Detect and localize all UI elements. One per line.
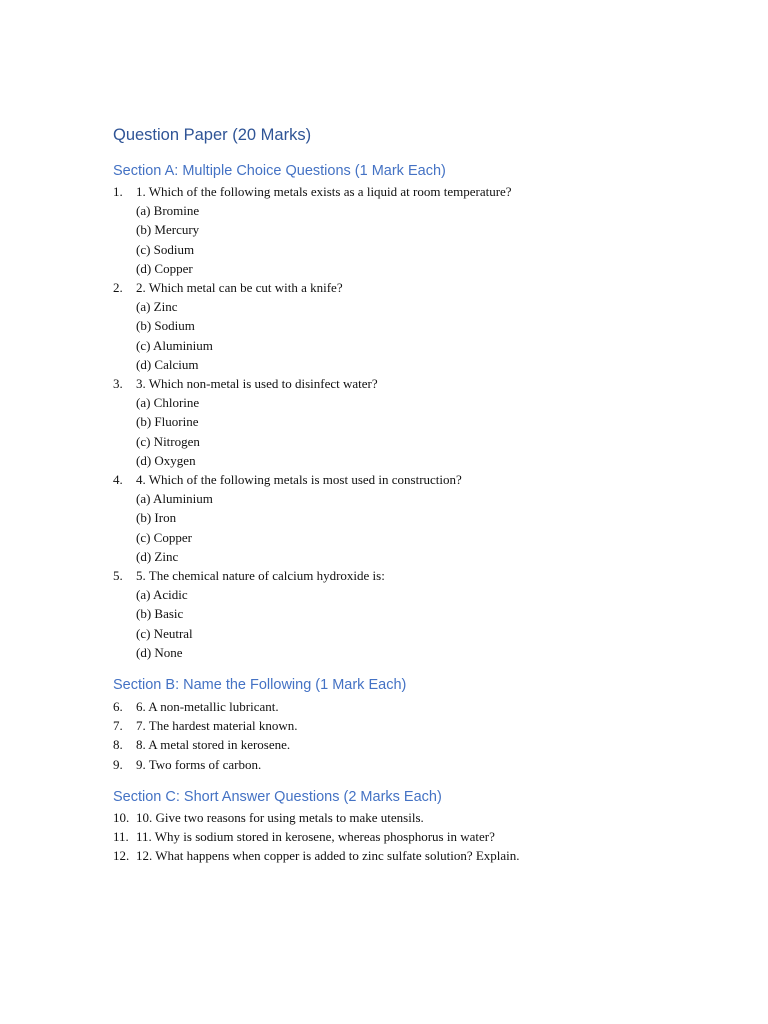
question-number: 8. <box>113 737 123 753</box>
question-number: 11. <box>113 829 129 845</box>
answer-option: (a) Zinc <box>136 299 178 315</box>
question-text: 10. Give two reasons for using metals to make utensils. <box>136 809 424 825</box>
question-text: 7. The hardest material known. <box>136 718 298 734</box>
answer-option: (c) Nitrogen <box>136 433 200 449</box>
question-text: 2. Which metal can be cut with a knife? <box>136 280 343 296</box>
section-c-question-list <box>113 808 733 866</box>
answer-option: (c) Aluminium <box>136 337 213 353</box>
question-text: 3. Which non-metal is used to disinfect water? <box>136 376 378 392</box>
section-b-question-list <box>113 697 733 774</box>
answer-option: (d) Copper <box>136 260 193 276</box>
question-number: 6. <box>113 699 123 715</box>
question-text: 4. Which of the following metals is most used in construction? <box>136 472 462 488</box>
question-text: 5. The chemical nature of calcium hydroxide is: <box>136 568 385 584</box>
question-7 <box>113 716 733 735</box>
question-number: 7. <box>113 718 123 734</box>
question-12 <box>113 846 733 865</box>
question-8 <box>113 735 733 754</box>
question-4 <box>113 470 733 566</box>
question-text: 9. Two forms of carbon. <box>136 756 262 772</box>
question-number: 3. <box>113 376 123 392</box>
answer-option: (c) Copper <box>136 529 192 545</box>
page-title: Question Paper (20 Marks) <box>113 126 312 144</box>
answer-option: (b) Iron <box>136 510 177 526</box>
answer-option: (a) Bromine <box>136 203 200 219</box>
section-a-question-list <box>113 182 733 662</box>
answer-option: (d) None <box>136 644 183 660</box>
question-10 <box>113 808 733 827</box>
question-text: 8. A metal stored in kerosene. <box>136 737 291 753</box>
question-number: 4. <box>113 472 123 488</box>
answer-option: (c) Sodium <box>136 241 195 257</box>
answer-option: (a) Chlorine <box>136 395 200 411</box>
question-number: 5. <box>113 568 123 584</box>
question-number: 2. <box>113 280 123 296</box>
question-text: 1. Which of the following metals exists as a liquid at room temperature? <box>136 184 512 199</box>
question-text: 12. What happens when copper is added to zinc sulfate solution? Explain. <box>136 848 520 864</box>
question-6 <box>113 697 733 716</box>
question-3 <box>113 374 733 470</box>
answer-option: (b) Fluorine <box>136 414 199 430</box>
question-11 <box>113 827 733 846</box>
section-b-heading: Section B: Name the Following (1 Mark Each) <box>113 677 407 694</box>
question-number: 1. <box>113 184 123 199</box>
answer-option: (d) Calcium <box>136 356 199 372</box>
answer-option: (b) Mercury <box>136 222 200 238</box>
question-number: 12. <box>113 848 130 864</box>
question-text: 6. A non-metallic lubricant. <box>136 699 279 715</box>
answer-option: (a) Acidic <box>136 587 188 603</box>
answer-option: (b) Sodium <box>136 318 195 334</box>
question-number: 9. <box>113 756 123 772</box>
answer-option: (a) Aluminium <box>136 491 213 507</box>
answer-option: (d) Oxygen <box>136 452 196 468</box>
section-c-heading: Section C: Short Answer Questions (2 Marks Each) <box>113 788 442 805</box>
question-1 <box>113 182 733 278</box>
section-a-heading: Section A: Multiple Choice Questions (1 Mark Each) <box>113 163 446 179</box>
answer-option: (d) Zinc <box>136 548 179 564</box>
question-text: 11. Why is sodium stored in kerosene, whereas phosphorus in water? <box>136 829 495 845</box>
answer-option: (c) Neutral <box>136 625 193 641</box>
question-2 <box>113 278 733 374</box>
question-9 <box>113 755 733 774</box>
question-number: 10. <box>113 809 130 825</box>
answer-option: (b) Basic <box>136 606 184 622</box>
question-5 <box>113 566 733 662</box>
document-page <box>113 124 733 866</box>
